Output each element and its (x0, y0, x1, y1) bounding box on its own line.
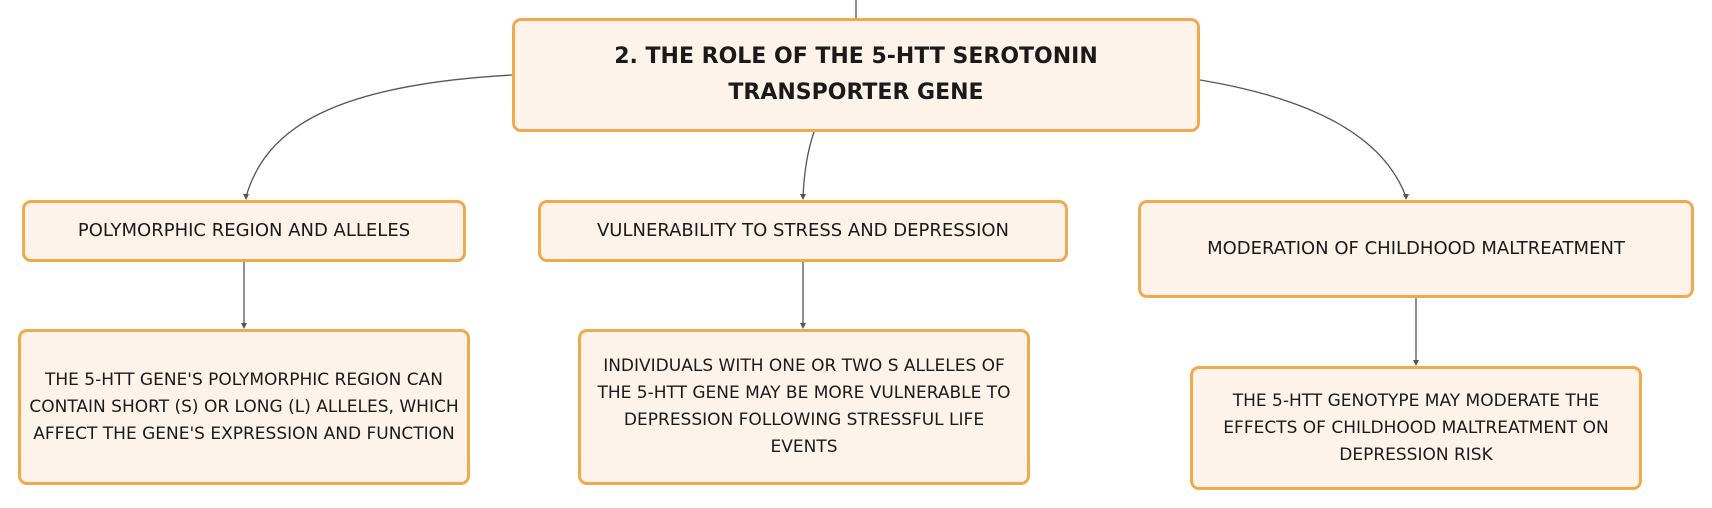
branch-node-moderation[interactable] (1138, 200, 1694, 298)
branch-node-label: POLYMORPHIC REGION AND ALLELES (77, 220, 411, 241)
root-node[interactable] (512, 18, 1200, 132)
detail-node-text: THE 5-HTT GENOTYPE MAY MODERATE THE EFFECTS OF CHILDHOOD MALTREATMENT ON DEPRESSION RISK (1223, 390, 1609, 465)
connector-root-to-vulnerability (803, 132, 814, 197)
detail-node-moderation[interactable] (1190, 366, 1642, 490)
detail-node-polymorphic-region[interactable] (18, 329, 470, 485)
connector-root-to-polymorphic (246, 75, 512, 197)
branch-node-vulnerability[interactable] (538, 200, 1068, 262)
root-node-label: 2. THE ROLE OF THE 5-HTT SEROTONIN TRANSPORTER GENE (614, 44, 1098, 105)
detail-node-text: THE 5-HTT GENE'S POLYMORPHIC REGION CAN CONTAIN SHORT (S) OR LONG (L) ALLELES, WHICH AFFECT THE GENE'S EXPRESSION AND FUNCTION (29, 369, 459, 444)
detail-node-vulnerability[interactable] (578, 329, 1030, 485)
detail-node-text: INDIVIDUALS WITH ONE OR TWO S ALLELES OF THE 5-HTT GENE MAY BE MORE VULNERABLE TO DEPRESSION FOLLOWING STRESSFUL LIFE EVENTS (597, 356, 1011, 457)
branch-node-label: MODERATION OF CHILDHOOD MALTREATMENT (1207, 238, 1625, 259)
connector-root-to-moderation (1200, 80, 1406, 197)
branch-node-polymorphic-region[interactable] (22, 200, 466, 262)
branch-node-label: VULNERABILITY TO STRESS AND DEPRESSION (596, 220, 1010, 241)
